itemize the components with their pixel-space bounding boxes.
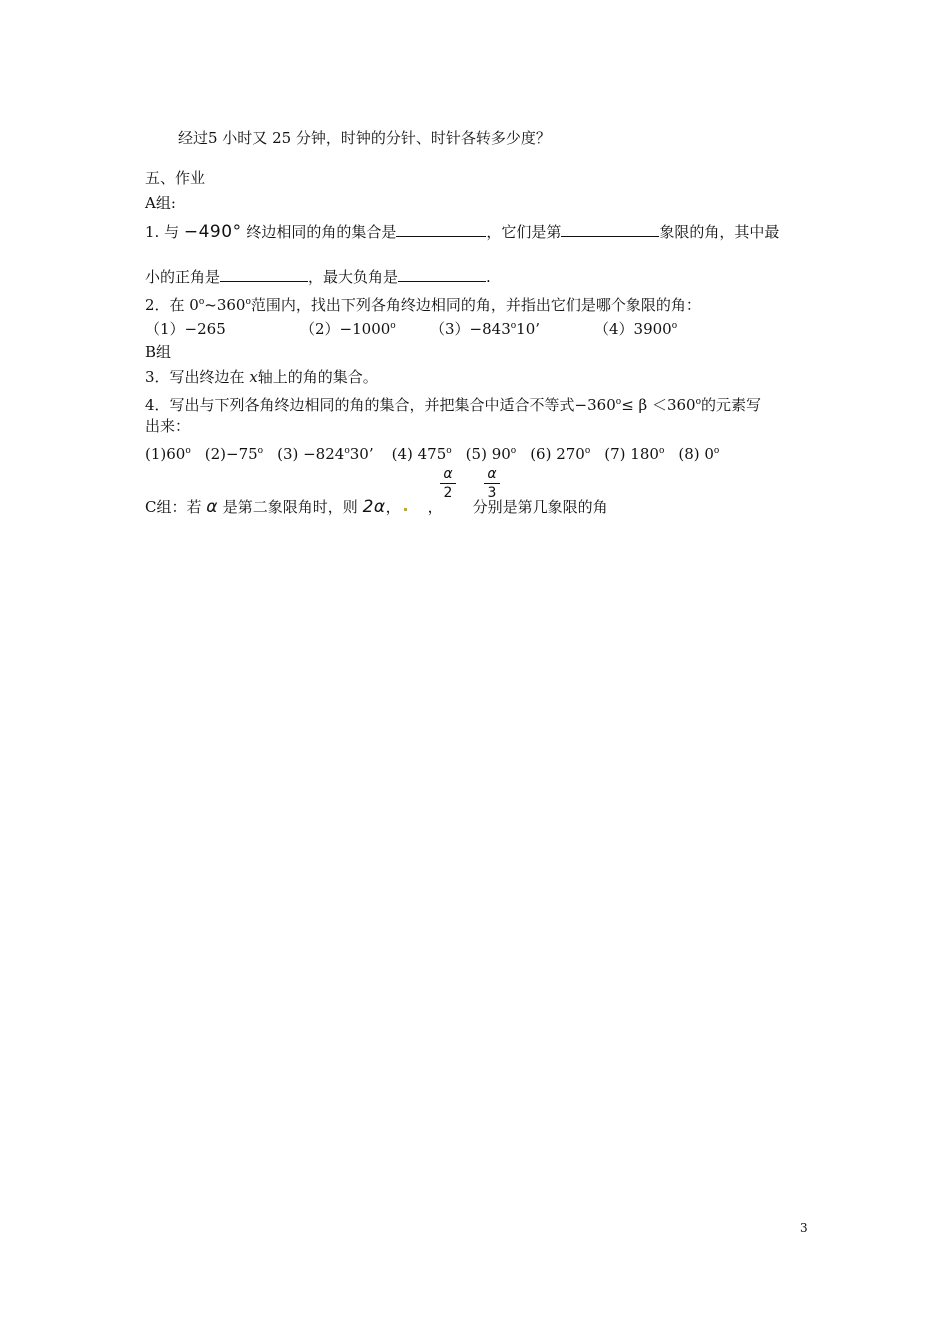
q1-blank-quadrant bbox=[561, 222, 659, 237]
q4-text-a: 4．写出与下列各角终边相同的角的集合，并把集合中适合不等式−3 bbox=[145, 396, 597, 414]
group-c-question bbox=[145, 497, 608, 517]
q2-text-b: ~360 bbox=[204, 296, 246, 314]
q4-item-1: (1)60$^o$ bbox=[145, 445, 191, 463]
q2-text-a: 2．在 0 bbox=[145, 296, 199, 314]
q4-item-2: $(2)-75^o$ bbox=[204, 445, 264, 463]
q2-item-4: （4）3900$^o$ bbox=[594, 320, 678, 338]
question-3 bbox=[145, 367, 378, 387]
q1-part3: 象限的角，其中最 bbox=[659, 223, 780, 241]
frac2-denominator: 3 bbox=[487, 485, 497, 501]
q1-angle: −490° bbox=[183, 222, 242, 242]
question-4-line-1 bbox=[145, 392, 761, 415]
q3-text-a: 3．写出终边在 bbox=[145, 368, 245, 386]
question-1-line-1 bbox=[145, 222, 779, 242]
q4-item-4: (4) 475$^o$ bbox=[391, 445, 452, 463]
q1-prefix: 1. 与 bbox=[145, 223, 180, 241]
question-4-line-2: 出来： bbox=[145, 417, 191, 435]
q1-line2-part2: ，最大负角是 bbox=[308, 268, 399, 286]
fraction-alpha-over-2 bbox=[440, 466, 456, 501]
q1-line2-part1: 小的正角是 bbox=[145, 268, 221, 286]
gc-alpha: α bbox=[206, 497, 218, 517]
degree-mark: o bbox=[198, 297, 205, 307]
q4-text-b: 60 bbox=[596, 396, 616, 414]
gc-text-b: 是第二象限角时，则 bbox=[222, 498, 358, 516]
q4-item-8: (8) 0$^o$ bbox=[678, 445, 720, 463]
q4-text-c: ≤ β ＜360 bbox=[621, 396, 696, 414]
q2-item-3: $(3)-843^o10$’ bbox=[430, 320, 541, 338]
q1-blank-set bbox=[396, 222, 486, 237]
q4-item-6: (6) 270$^o$ bbox=[530, 445, 591, 463]
frac1-denominator: 2 bbox=[443, 485, 453, 501]
gc-text-a: C组：若 bbox=[145, 498, 202, 516]
q1-blank-min-positive bbox=[220, 267, 308, 282]
q1-blank-max-negative bbox=[398, 267, 486, 282]
degree-mark: o bbox=[245, 297, 251, 307]
q2-text-c: 范围内，找出下列各角终边相同的角，并指出它们是哪个象限的角： bbox=[250, 296, 701, 314]
section-title: 五、作业 bbox=[145, 169, 206, 187]
gc-two-alpha: 2α bbox=[362, 497, 386, 517]
frac2-numerator: α bbox=[487, 466, 497, 482]
question-2-line-1 bbox=[145, 292, 701, 315]
q4-item-3: $(3) -824^o30$’ bbox=[277, 445, 374, 463]
group-a-label: A组: bbox=[145, 194, 176, 212]
q3-variable: x bbox=[249, 368, 258, 386]
intro-question: 经过5 小时又 25 分钟，时钟的分针、时针各转多少度？ bbox=[178, 129, 551, 147]
q1-part2: ，它们是第 bbox=[486, 223, 562, 241]
gc-text-c: 分别是第几象限的角 bbox=[472, 498, 608, 516]
frac1-numerator: α bbox=[443, 466, 453, 482]
q4-item-7: (7) 180$^o$ bbox=[604, 445, 665, 463]
q2-item-2: $(2)-1000^o$ bbox=[300, 320, 396, 338]
gc-sep-1: ， bbox=[385, 498, 401, 516]
degree-mark: o bbox=[615, 397, 622, 407]
page-number: 3 bbox=[800, 1221, 808, 1235]
stray-dot bbox=[404, 508, 407, 511]
q3-text-b: 轴上的角的集合。 bbox=[257, 368, 378, 386]
fraction-alpha-over-3 bbox=[484, 466, 500, 501]
q1-part1: 终边相同的角的集合是 bbox=[246, 223, 397, 241]
q2-item-1: （1）−265 bbox=[145, 320, 226, 338]
question-1-line-2 bbox=[145, 267, 491, 287]
frac1-bar bbox=[440, 483, 456, 484]
frac2-bar bbox=[484, 483, 500, 484]
q1-line2-end: . bbox=[486, 268, 491, 286]
question-2-items bbox=[145, 316, 677, 339]
q4-text-d: 的元素写 bbox=[701, 396, 762, 414]
q4-item-5: (5) 90$^o$ bbox=[465, 445, 517, 463]
group-b-label: B组 bbox=[145, 343, 172, 361]
question-4-items bbox=[145, 441, 719, 464]
gc-sep-2: ， bbox=[427, 498, 443, 516]
degree-mark: o bbox=[695, 397, 702, 407]
